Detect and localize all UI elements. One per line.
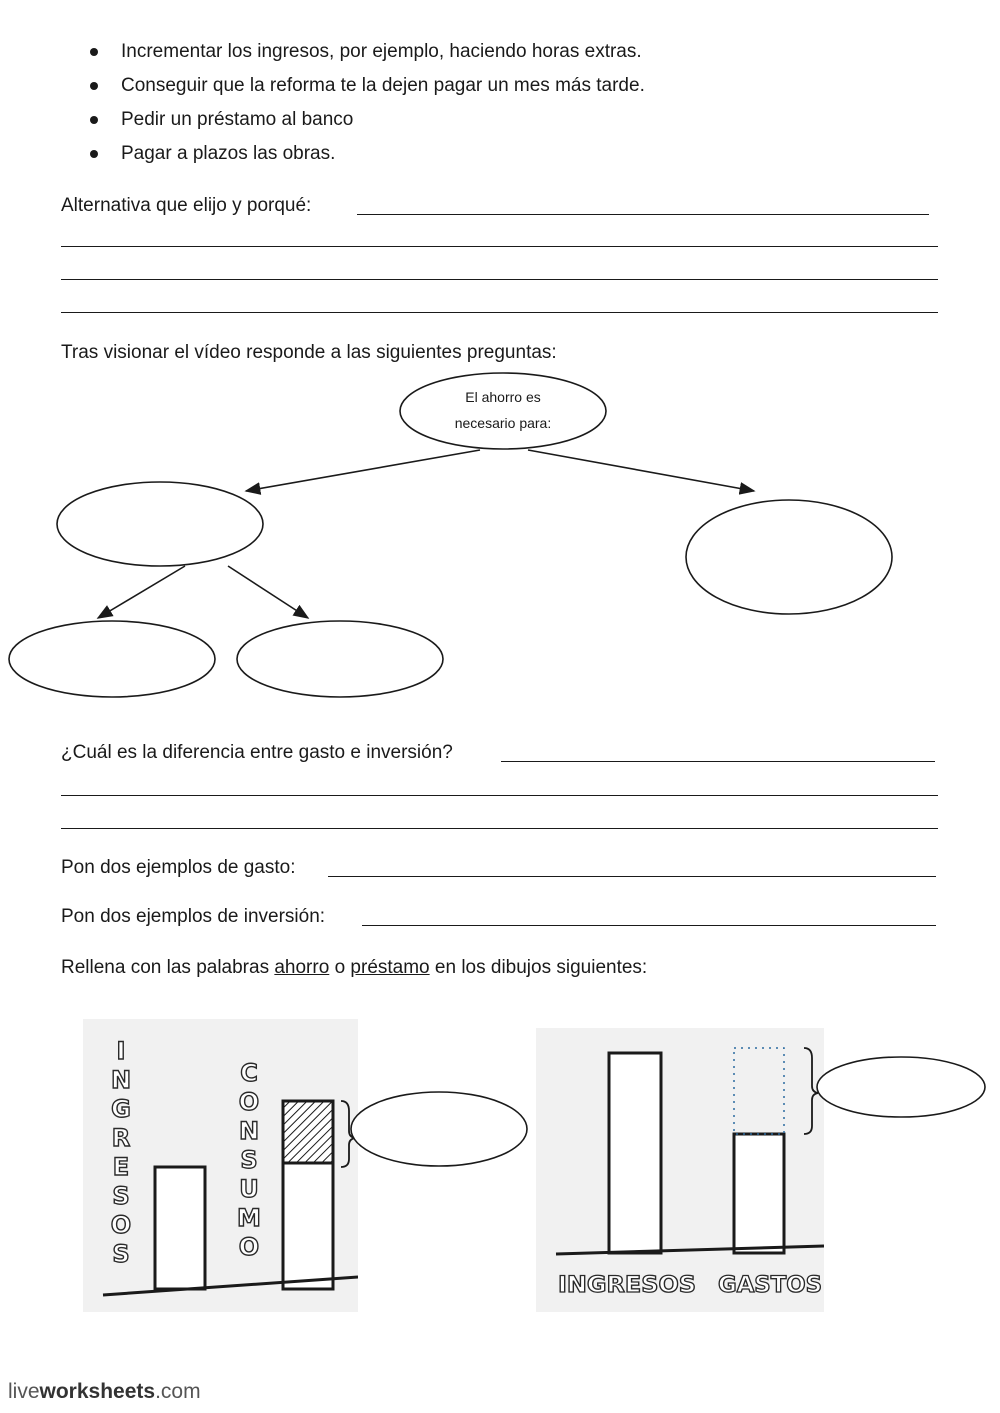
question-gasto: Pon dos ejemplos de gasto:	[61, 857, 296, 878]
inversion-answer-line[interactable]	[362, 925, 936, 926]
answer-line[interactable]	[61, 795, 938, 796]
answer-ellipse-bottom-left[interactable]	[9, 621, 215, 697]
vertical-letter: S	[112, 1182, 130, 1210]
hatched-section	[283, 1101, 333, 1163]
vertical-letter: U	[239, 1175, 259, 1203]
answer-ellipse-drawing1[interactable]	[351, 1092, 527, 1166]
label-ingresos: INGRESOS	[558, 1273, 696, 1298]
drawing1-svg	[83, 1019, 358, 1312]
vertical-letter: S	[112, 1240, 130, 1268]
root-label-line2: necesario para:	[454, 415, 552, 431]
gasto-answer-line[interactable]	[328, 876, 936, 877]
answer-ellipse-bottom-right[interactable]	[237, 621, 443, 697]
question-diferencia: ¿Cuál es la diferencia entre gasto e inversión?	[61, 742, 453, 763]
vertical-letter: S	[240, 1146, 258, 1174]
vertical-letter: G	[111, 1095, 131, 1123]
list-item: Incrementar los ingresos, por ejemplo, haciendo horas extras.	[86, 40, 645, 74]
answer-ellipse-right[interactable]	[686, 500, 892, 614]
vertical-letter: O	[238, 1088, 260, 1116]
list-item: Pedir un préstamo al banco	[86, 108, 645, 142]
word-ahorro: ahorro	[274, 957, 330, 978]
diferencia-answer-line[interactable]	[501, 761, 935, 762]
word-prestamo: préstamo	[350, 957, 430, 978]
root-label-line1: El ahorro es	[465, 389, 541, 405]
bar-gastos	[734, 1134, 784, 1253]
arrow-left	[246, 450, 480, 491]
liveworksheets-logo: liveworksheets.com	[8, 1380, 201, 1403]
vertical-letter: O	[238, 1233, 260, 1261]
video-instruction: Tras visionar el vídeo responde a las siguientes preguntas:	[61, 342, 557, 363]
arrow-sub-left	[98, 566, 185, 618]
drawing-ingresos-gastos	[536, 1028, 824, 1312]
answer-ellipse-drawing2[interactable]	[817, 1057, 985, 1117]
vertical-letter: M	[237, 1204, 261, 1232]
vertical-letter: N	[110, 1066, 132, 1094]
alternativa-label: Alternativa que elijo y porqué:	[61, 195, 312, 216]
brace	[341, 1101, 355, 1167]
label-gastos: GASTOS	[718, 1273, 822, 1298]
vertical-letter: O	[110, 1211, 132, 1239]
bar-ingresos	[155, 1167, 205, 1289]
list-item: Conseguir que la reforma te la dejen pagar un mes más tarde.	[86, 74, 645, 108]
vertical-letter: E	[112, 1153, 130, 1181]
question-inversion: Pon dos ejemplos de inversión:	[61, 906, 326, 927]
drawing-ingresos-consumo	[83, 1019, 358, 1312]
label-ingresos-vertical	[111, 1037, 131, 1268]
dotted-gap	[734, 1048, 784, 1134]
brace	[804, 1048, 818, 1134]
fill-instruction: Rellena con las palabras ahorro o préstamo en los dibujos siguientes:	[61, 957, 648, 978]
vertical-letter: C	[240, 1059, 258, 1087]
bar-ingresos	[609, 1053, 661, 1253]
answer-line[interactable]	[61, 828, 938, 829]
vertical-letter: I	[116, 1037, 126, 1065]
list-item: Pagar a plazos las obras.	[86, 142, 645, 176]
drawing2-svg	[536, 1028, 824, 1312]
answer-ellipse-left[interactable]	[57, 482, 263, 566]
vertical-letter: R	[111, 1124, 131, 1152]
label-consumo-vertical	[237, 1059, 261, 1261]
arrow-right	[528, 450, 754, 491]
arrow-sub-right	[228, 566, 308, 618]
vertical-letter: N	[238, 1117, 260, 1145]
root-ellipse	[400, 373, 606, 449]
